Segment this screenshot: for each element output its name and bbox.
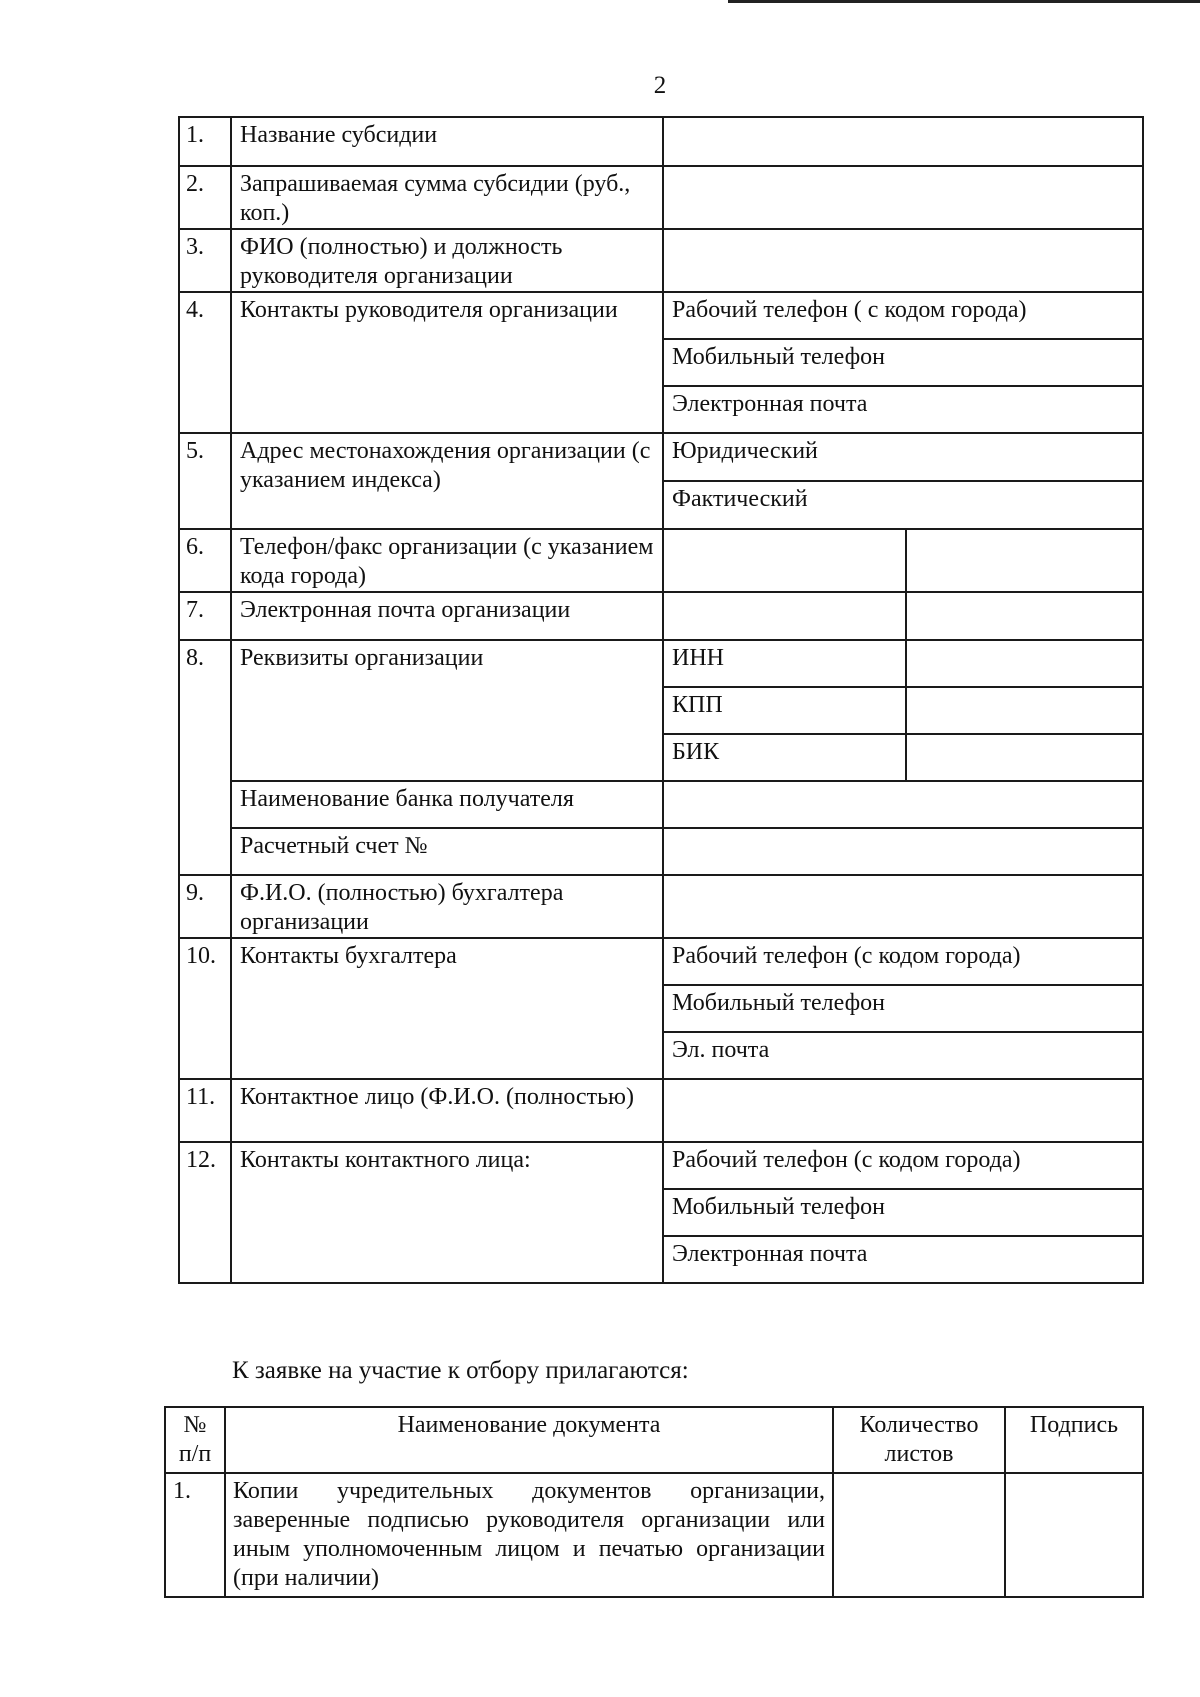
table-row [179,781,1143,828]
row-label: Контакты руководителя организации [231,292,663,433]
sub-field-label[interactable]: Фактический [663,481,1143,529]
sub-field-label[interactable]: Мобильный телефон [663,1189,1143,1236]
value-cell[interactable] [663,781,1143,828]
value-cell[interactable] [663,1079,1143,1142]
header-sheet-count: Количество листов [833,1407,1005,1473]
attachments-table [164,1406,1144,1598]
sub-field-label[interactable]: Рабочий телефон (с кодом города) [663,938,1143,985]
row-number: 5. [179,433,231,529]
value-cell[interactable] [663,529,906,592]
document-name: Копии учредительных документов организации, заверенные подписью руководителя организации или иным уполномоченным лицом и печатью организации (при наличии) [225,1473,833,1597]
value-cell[interactable] [906,592,1143,640]
row-number: 12. [179,1142,231,1283]
page-number: 2 [653,72,667,99]
table-row [179,640,1143,687]
row-number: 9. [179,875,231,938]
value-cell[interactable] [906,640,1143,687]
row-label: Телефон/факс организации (с указанием кода города) [231,529,663,592]
table-row [179,529,1143,592]
row-label: ФИО (полностью) и должность руководителя организации [231,229,663,292]
table-row [179,875,1143,938]
value-cell[interactable] [663,166,1143,229]
table-row [179,592,1143,640]
value-cell[interactable] [663,117,1143,166]
sub-field-label[interactable]: Юридический [663,433,1143,481]
sub-field-label[interactable]: Рабочий телефон (с кодом города) [663,1142,1143,1189]
sub-field-label[interactable]: Мобильный телефон [663,339,1143,386]
table-row [179,828,1143,875]
table-row [179,292,1143,339]
row-label: Контакты контактного лица: [231,1142,663,1283]
header-signature: Подпись [1005,1407,1143,1473]
table-row [179,166,1143,229]
row-label: Название субсидии [231,117,663,166]
row-number: 2. [179,166,231,229]
value-cell[interactable] [663,875,1143,938]
row-label: Реквизиты организации [231,640,663,781]
row-number: 4. [179,292,231,433]
row-label: Запрашиваемая сумма субсидии (руб., коп.) [231,166,663,229]
value-cell[interactable] [906,687,1143,734]
header-doc-name: Наименование документа [225,1407,833,1473]
row-number: 10. [179,938,231,1079]
sub-field-label[interactable]: Эл. почта [663,1032,1143,1079]
row-number: 8. [179,640,231,875]
value-cell[interactable] [663,828,1143,875]
sub-field-label: ИНН [663,640,906,687]
row-number: 11. [179,1079,231,1142]
signature-cell[interactable] [1005,1473,1143,1597]
row-label: Ф.И.О. (полностью) бухгалтера организации [231,875,663,938]
table-row [179,938,1143,985]
value-cell[interactable] [663,229,1143,292]
table-header-row [165,1407,1143,1473]
table-row [179,433,1143,481]
value-cell[interactable] [906,734,1143,781]
row-number: 3. [179,229,231,292]
sub-row-label: Расчетный счет № [231,828,663,875]
value-cell[interactable] [663,592,906,640]
row-number: 1. [179,117,231,166]
row-number: 7. [179,592,231,640]
sheet-count-cell[interactable] [833,1473,1005,1597]
sub-field-label: БИК [663,734,906,781]
sub-field-label[interactable]: Электронная почта [663,1236,1143,1283]
row-number: 6. [179,529,231,592]
table-row [179,229,1143,292]
header-num: № п/п [165,1407,225,1473]
sub-field-label[interactable]: Мобильный телефон [663,985,1143,1032]
attachments-caption: К заявке на участие к отбору прилагаются: [232,1357,689,1384]
row-number: 1. [165,1473,225,1597]
sub-field-label[interactable]: Электронная почта [663,386,1143,433]
row-label: Контакты бухгалтера [231,938,663,1079]
sub-field-label: КПП [663,687,906,734]
table-row [179,117,1143,166]
table-row [165,1473,1143,1597]
top-edge-line [728,0,1200,3]
table-row [179,1079,1143,1142]
table-row [179,1142,1143,1189]
row-label: Контактное лицо (Ф.И.О. (полностью) [231,1079,663,1142]
application-form-table [178,116,1144,1284]
row-label: Электронная почта организации [231,592,663,640]
sub-field-label[interactable]: Рабочий телефон ( с кодом города) [663,292,1143,339]
value-cell[interactable] [906,529,1143,592]
row-label: Адрес местонахождения организации (с указанием индекса) [231,433,663,529]
sub-row-label: Наименование банка получателя [231,781,663,828]
